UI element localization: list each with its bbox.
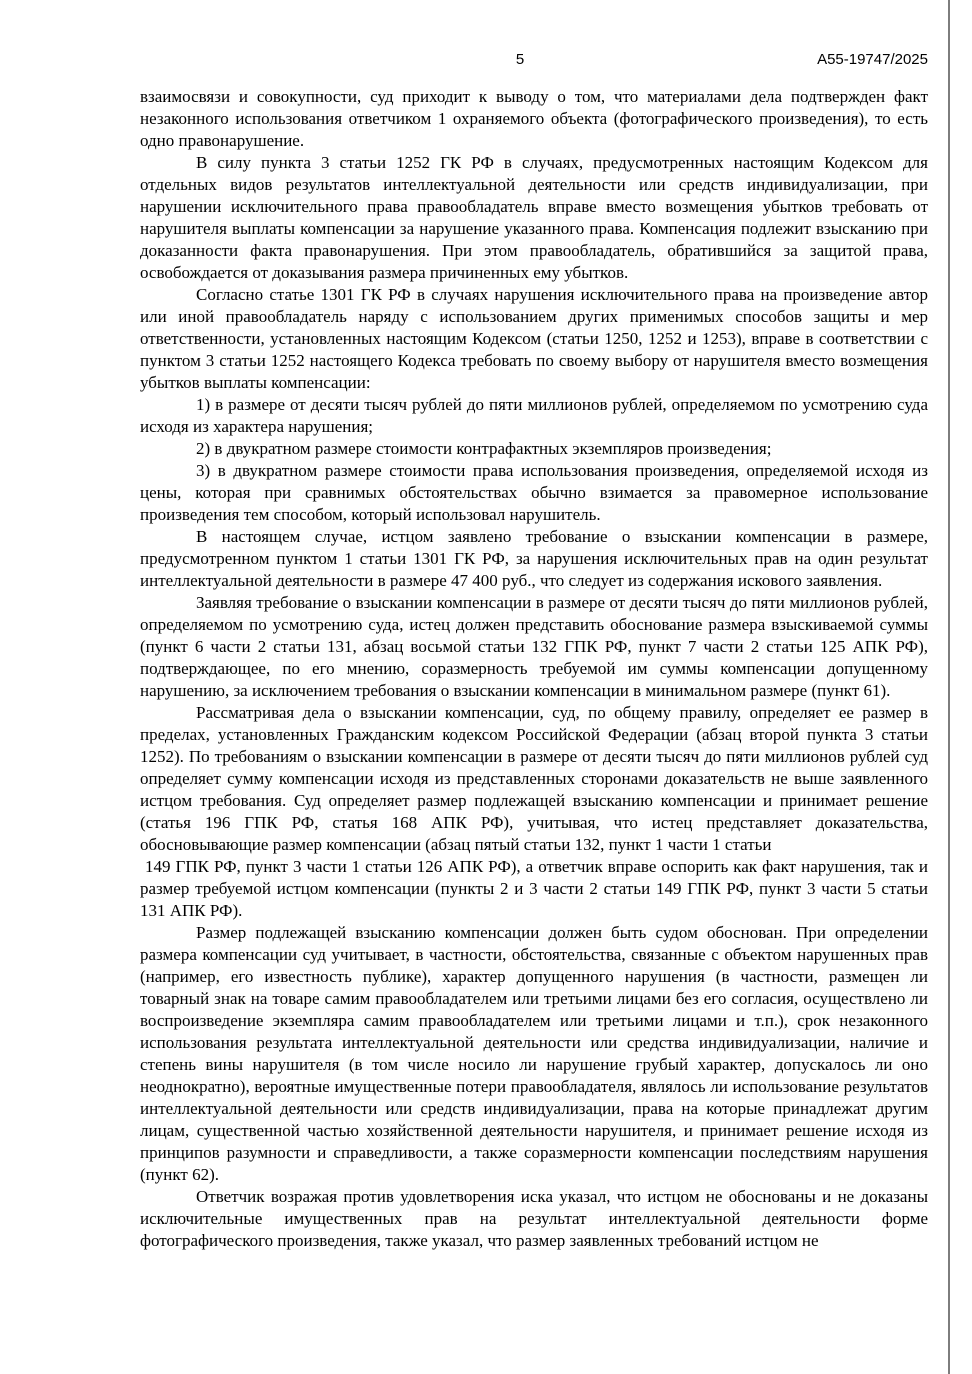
paragraph: Ответчик возражая против удовлетворения иска указал, что истцом не обоснованы и не доказаны исключительные имущественных прав на результат интеллектуальной деятельности форме фотографического произведения, также указал, что размер заявленных требований истцом не <box>140 1187 928 1250</box>
case-number: А55-19747/2025 <box>817 51 928 68</box>
paragraph-list-item-2: 2) в двукратном размере стоимости контрафактных экземпляров произведения; <box>196 439 772 458</box>
paragraph: В настоящем случае, истцом заявлено требование о взыскании компенсации в размере, предусмотренном пунктом 1 статьи 1301 ГК РФ, за нарушения исключительных прав на один результат интеллектуальной деятельности в размере 47 400 руб., что следует из содержания искового заявления. <box>140 527 928 590</box>
document-body <box>140 86 928 1252</box>
scan-edge-line <box>948 0 950 1374</box>
paragraph-list-item-3: 3) в двукратном размере стоимости права использования произведения, определяемой исходя из цены, которая при сравнимых обстоятельствах обычно взимается за правомерное использование произведения тем способом, который использовал нарушитель. <box>140 461 928 524</box>
paragraph-list-item-1: 1) в размере от десяти тысяч рублей до пяти миллионов рублей, определяемом по усмотрению суда исходя из характера нарушения; <box>140 395 928 436</box>
paragraph: Заявляя требование о взыскании компенсации в размере от десяти тысяч до пяти миллионов рублей, определяемом по усмотрению суда, истец должен представить обоснование размера взыскиваемой суммы (пункт 6 части 2 статьи 131, абзац восьмой статьи 132 ГПК РФ, пункт 7 части 2 статьи 125 АПК РФ), подтверждающее, по его мнению, соразмерность требуемой им суммы компенсации допущенному нарушению, за исключением требования о взыскании компенсации в минимальном размере (пункт 61). <box>140 593 928 700</box>
paragraph: В силу пункта 3 статьи 1252 ГК РФ в случаях, предусмотренных настоящим Кодексом для отдельных видов результатов интеллектуальной деятельности или средств индивидуализации, при нарушении исключительного права правообладатель вправе вместо возмещения убытков требовать от нарушителя выплаты компенсации за нарушение указанного права. Компенсация подлежит взысканию при доказанности факта правонарушения. При этом правообладатель, обратившийся за защитой права, освобождается от доказывания размера причиненных ему убытков. <box>140 153 928 282</box>
page-number: 5 <box>515 51 525 68</box>
paragraph: Рассматривая дела о взыскании компенсации, суд, по общему правилу, определяет ее размер в пределах, установленных Гражданским кодексом Российской Федерации (абзац второй пункта 3 статьи 1252). По требованиям о взыскании компенсации в размере от десяти тысяч до пяти миллионов рублей суд определяет сумму компенсации исходя из представленных сторонами доказательств не выше заявленного истцом требования. Суд определяет размер подлежащей взысканию компенсации и принимает решение (статья 196 ГПК РФ, статья 168 АПК РФ), учитывая, что истец представляет доказательства, обосновывающие размер компенсации (абзац пятый статьи 132, пункт 1 части 1 статьи <box>140 703 928 854</box>
paragraph-continuation: взаимосвязи и совокупности, суд приходит к выводу о том, что материалами дела подтвержден факт незаконного использования ответчиком 1 охраняемого объекта (фотографического произведения), то есть одно правонарушение. <box>140 87 928 150</box>
page-header <box>140 50 928 70</box>
paragraph-continuation: 149 ГПК РФ, пункт 3 части 1 статьи 126 АПК РФ), а ответчик вправе оспорить как факт нарушения, так и размер требуемой истцом компенсации (пункты 2 и 3 части 2 статьи 149 ГПК РФ, пункт 3 части 5 статьи 131 АПК РФ). <box>140 857 928 920</box>
paragraph: Согласно статье 1301 ГК РФ в случаях нарушения исключительного права на произведение автор или иной правообладатель наряду с использованием других применимых способов защиты и мер ответственности, установленных настоящим Кодексом (статьи 1250, 1252 и 1253), вправе в соответствии с пунктом 3 статьи 1252 настоящего Кодекса требовать по своему выбору от нарушителя вместо возмещения убытков выплаты компенсации: <box>140 285 928 392</box>
paragraph: Размер подлежащей взысканию компенсации должен быть судом обоснован. При определении размера компенсации суд учитывает, в частности, обстоятельства, связанные с объектом нарушенных прав (например, его известность публике), характер допущенного нарушения (в частности, размещен ли товарный знак на товаре самим правообладателем или третьими лицами без его согласия, осуществлено ли воспроизведение экземпляра самим правообладателем или третьими лицами и т.п.), срок незаконного использования результата интеллектуальной деятельности или средства индивидуализации, наличие и степень вины нарушителя (в том числе носило ли нарушение грубый характер, допускалось ли оно неоднократно), вероятные имущественные потери правообладателя, являлось ли использование результатов интеллектуальной деятельности или средств индивидуализации, права на которые принадлежат другим лицам, существенной частью хозяйственной деятельности нарушителя, и принимает решение исходя из принципов разумности и справедливости, а также соразмерности компенсации последствиям нарушения (пункт 62). <box>140 923 928 1184</box>
